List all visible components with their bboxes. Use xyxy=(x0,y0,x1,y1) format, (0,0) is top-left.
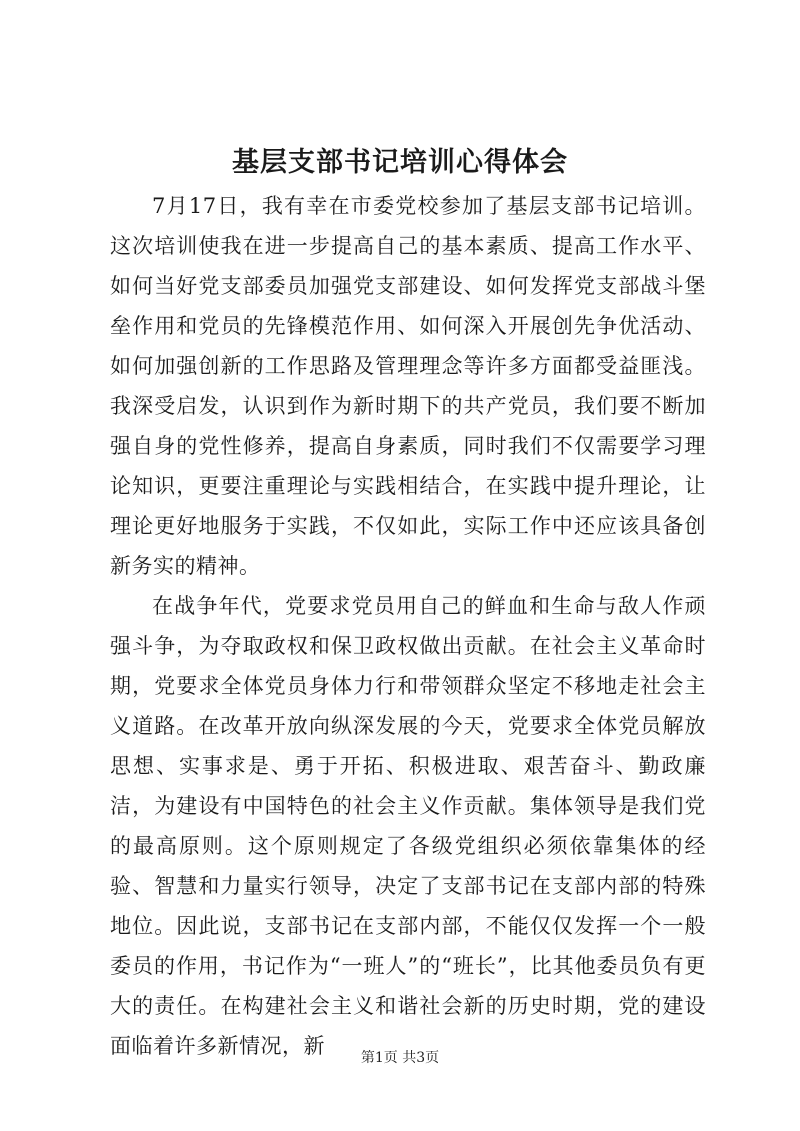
document-body xyxy=(110,186,706,1066)
paragraph-2: 在战争年代，党要求党员用自己的鲜血和生命与敌人作顽强斗争，为夺取政权和保卫政权做出贡献。在社会主义革命时期，党要求全体党员身体力行和带领群众坚定不移地走社会主义道路。在改革开放向纵深发展的今天，党要求全体党员解放思想、实事求是、勇于开拓、积极进取、艰苦奋斗、勤政廉洁，为建设有中国特色的社会主义作贡献。集体领导是我们党的最高原则。这个原则规定了各级党组织必须依靠集体的经验、智慧和力量实行领导，决定了支部书记在支部内部的特殊地位。因此说，支部书记在支部内部，不能仅仅发挥一个一般委员的作用，书记作为“一班人”的“班长”，比其他委员负有更大的责任。在构建社会主义和谐社会新的历史时期，党的建设面临着许多新情况，新 xyxy=(110,594,706,1058)
paragraph-1: 7月17日，我有幸在市委党校参加了基层支部书记培训。这次培训使我在进一步提高自己的基本素质、提高工作水平、如何当好党支部委员加强党支部建设、如何发挥党支部战斗堡垒作用和党员的先锋模范作用、如何深入开展创先争优活动、如何加强创新的工作思路及管理理念等许多方面都受益匪浅。我深受启发，认识到作为新时期下的共产党员，我们要不断加强自身的党性修养，提高自身素质，同时我们不仅需要学习理论知识，更要注重理论与实践相结合，在实践中提升理论，让理论更好地服务于实践，不仅如此，实际工作中还应该具备创新务实的精神。 xyxy=(110,194,706,578)
page-number-footer: 第1页 共3页 xyxy=(360,1050,440,1066)
document-title: 基层支部书记培训心得体会 xyxy=(232,147,568,178)
